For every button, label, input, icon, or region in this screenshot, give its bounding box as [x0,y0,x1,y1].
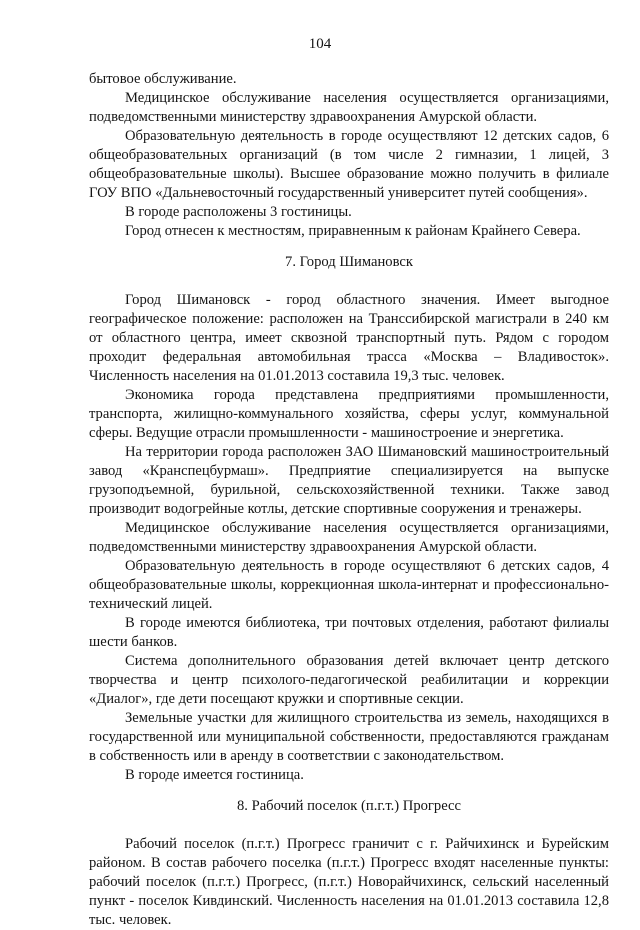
section-heading: 8. Рабочий поселок (п.г.т.) Прогресс [236,798,461,814]
paragraph: Город Шимановск - город областного значения. Имеет выгодное географическое положение: расположен на Транссибирской магистрали в 240 км от областного центра, имеет сквозной транспортный путь. Рядом с городом проходит федеральная автомобильная трасса «Москва – Владивосток». Численность населения на 01.01.2013 составила 19,3 тыс. человек. [89,292,609,384]
paragraph: В городе имеются библиотека, три почтовых отделения, работают филиалы шести банков. [89,615,609,650]
paragraph: Медицинское обслуживание населения осуществляется организациями, подведомственными министерству здравоохранения Амурской области. [89,90,609,125]
paragraph: Город отнесен к местностям, приравненным к районам Крайнего Севера. [125,223,581,239]
paragraph: Рабочий поселок (п.г.т.) Прогресс граничит с г. Райчихинск и Бурейским районом. В состав рабочего поселка (п.г.т.) Прогресс входят населенные пункты: рабочий поселок (п.г.т.) Прогресс, (п.г.т.) Новорайчихинск, сельский населенный пункт - поселок Кивдинский. Численность населения на 01.01.2013 составила 12,8 тыс. человек. [89,836,609,928]
paragraph: бытовое обслуживание. [89,71,237,87]
page-number: 104 [308,36,332,52]
paragraph: Медицинское обслуживание населения осуществляется организациями, подведомственными министерству здравоохранения Амурской области. [89,520,609,555]
paragraph: Экономика города представлена предприятиями промышленности, транспорта, жилищно-коммунального хозяйства, сферы услуг, коммунальной сферы. Ведущие отрасли промышленности - машиностроение и энергетика. [89,387,609,441]
paragraph: На территории города расположен ЗАО Шимановский машиностроительный завод «Кранспецбурмаш». Предприятие специализируется на выпуске грузоподъемной, бурильной, сельскохозяйственной техники. Также завод производит водогрейные котлы, детские спортивные сооружения и тренажеры. [89,444,609,517]
page-body [89,70,609,930]
paragraph: Образовательную деятельность в городе осуществляют 12 детских садов, 6 общеобразовательных организаций (в том числе 2 гимназии, 1 лицей, 3 общеобразовательные школы). Высшее образование можно получить в филиале ГОУ ВПО «Дальневосточный государственный университет путей сообщения». [89,128,609,201]
paragraph: Система дополнительного образования детей включает центр детского творчества и центр психолого-педагогической реабилитации и коррекции «Диалог», где дети посещают кружки и спортивные секции. [89,653,609,707]
paragraph: В городе расположены 3 гостиницы. [125,204,352,220]
paragraph: Земельные участки для жилищного строительства из земель, находящихся в государственной или муниципальной собственности, предоставляются гражданам в собственность или в аренду в соответствии с законодательством. [89,710,609,764]
paragraph: Образовательную деятельность в городе осуществляют 6 детских садов, 4 общеобразовательные школы, коррекционная школа-интернат и профессионально-технический лицей. [89,558,609,612]
section-heading: 7. Город Шимановск [285,254,413,270]
paragraph: В городе имеется гостиница. [125,767,304,783]
